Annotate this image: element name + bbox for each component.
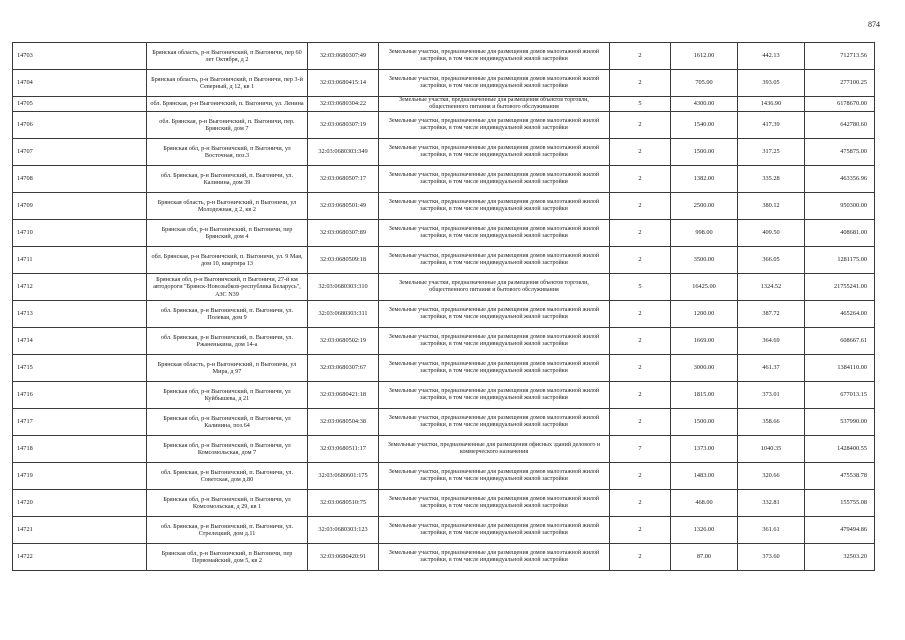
- land-use-purpose-cell: Земельные участки, предназначенные для размещения домов малоэтажной жилой застройки, в том числе индивидуальной жилой застройки: [379, 112, 610, 139]
- address-cell: Брянская обл, р-н Выгоничский, п Выгоничи, пер Первомайский, дом 5, кв 2: [147, 544, 308, 571]
- record-number-cell: 14720: [13, 490, 147, 517]
- specific-value-cell: 373.01: [738, 382, 805, 409]
- table-row: [13, 70, 875, 97]
- land-use-purpose-cell: Земельные участки, предназначенные для размещения домов малоэтажной жилой застройки, в том числе индивидуальной жилой застройки: [379, 43, 610, 70]
- use-group-cell: 2: [610, 544, 671, 571]
- specific-value-cell: 335.28: [738, 166, 805, 193]
- record-number-cell: 14711: [13, 247, 147, 274]
- specific-value-cell: 366.05: [738, 247, 805, 274]
- address-cell: обл. Брянская, р-н Выгоничский, п. Выгоничи, ул. Ленина: [147, 97, 308, 112]
- cadastral-number-cell: 32:03:0680501:49: [308, 193, 379, 220]
- cadastral-value-cell: 1281175.00: [805, 247, 875, 274]
- address-cell: Брянская обл, р-н Выгоничский, п Выгоничи, ул Комсомольская, дом 7: [147, 436, 308, 463]
- cadastral-value-table: [12, 42, 875, 571]
- use-group-cell: 2: [610, 301, 671, 328]
- address-cell: Брянская область, р-н Выгоничский, п Выгоничи, пер 60 лет Октября, д 2: [147, 43, 308, 70]
- table-row: [13, 166, 875, 193]
- land-use-purpose-cell: Земельные участки, предназначенные для размещения объектов торговли, общественного питания и бытового обслуживания: [379, 97, 610, 112]
- cadastral-value-cell: 642780.60: [805, 112, 875, 139]
- use-group-cell: 2: [610, 70, 671, 97]
- cadastral-value-cell: 475875.00: [805, 139, 875, 166]
- table-body: [13, 43, 875, 571]
- record-number-cell: 14718: [13, 436, 147, 463]
- specific-value-cell: 1436.90: [738, 97, 805, 112]
- cadastral-value-cell: 712713.56: [805, 43, 875, 70]
- land-use-purpose-cell: Земельные участки, предназначенные для размещения домов малоэтажной жилой застройки, в том числе индивидуальной жилой застройки: [379, 409, 610, 436]
- address-cell: Брянская обл, р-н Выгоничский, п Выгоничи, ул Куйбышева, д 21: [147, 382, 308, 409]
- area-cell: 4300.00: [671, 97, 738, 112]
- record-number-cell: 14715: [13, 355, 147, 382]
- cadastral-number-cell: 32:03:0680307:19: [308, 112, 379, 139]
- address-cell: обл. Брянская, р-н Выгоничский, п. Выгоничи, ул. Калинина, дом 39: [147, 166, 308, 193]
- area-cell: 705.00: [671, 70, 738, 97]
- area-cell: 468.00: [671, 490, 738, 517]
- address-cell: Брянская область, р-н Выгоничский, п Выгоничи, ул Молодежная, д 2, кв 2: [147, 193, 308, 220]
- address-cell: Брянская обл, р-н Выгоничский, п Выгоничи, ул Калинина, поз.64: [147, 409, 308, 436]
- cadastral-number-cell: 32:03:0680303:311: [308, 301, 379, 328]
- address-cell: обл. Брянская, р-н Выгоничский, п. Выгоничи, ул. 9 Мая, дом 10, квартира 13: [147, 247, 308, 274]
- use-group-cell: 5: [610, 274, 671, 301]
- use-group-cell: 2: [610, 247, 671, 274]
- specific-value-cell: 358.66: [738, 409, 805, 436]
- record-number-cell: 14714: [13, 328, 147, 355]
- cadastral-number-cell: 32:03:0680510:75: [308, 490, 379, 517]
- area-cell: 1815.00: [671, 382, 738, 409]
- cadastral-value-cell: 465264.00: [805, 301, 875, 328]
- land-use-purpose-cell: Земельные участки, предназначенные для размещения офисных зданий делового и коммерческого назначения: [379, 436, 610, 463]
- area-cell: 1326.00: [671, 517, 738, 544]
- land-use-purpose-cell: Земельные участки, предназначенные для размещения домов малоэтажной жилой застройки, в том числе индивидуальной жилой застройки: [379, 490, 610, 517]
- record-number-cell: 14708: [13, 166, 147, 193]
- cadastral-value-cell: 950300.00: [805, 193, 875, 220]
- record-number-cell: 14712: [13, 274, 147, 301]
- land-use-purpose-cell: Земельные участки, предназначенные для размещения домов малоэтажной жилой застройки, в том числе индивидуальной жилой застройки: [379, 301, 610, 328]
- address-cell: обл. Брянская, р-н Выгоничский, п. Выгоничи, ул. Полевая, дом 9: [147, 301, 308, 328]
- specific-value-cell: 1324.52: [738, 274, 805, 301]
- cadastral-value-cell: 1384110.00: [805, 355, 875, 382]
- record-number-cell: 14707: [13, 139, 147, 166]
- land-use-purpose-cell: Земельные участки, предназначенные для размещения домов малоэтажной жилой застройки, в том числе индивидуальной жилой застройки: [379, 220, 610, 247]
- table-row: [13, 436, 875, 463]
- table-row: [13, 97, 875, 112]
- use-group-cell: 2: [610, 166, 671, 193]
- address-cell: Брянская обл, р-н Выгоничский, п Выгоничи, пер Брянский, дом 4: [147, 220, 308, 247]
- use-group-cell: 2: [610, 139, 671, 166]
- specific-value-cell: 409.50: [738, 220, 805, 247]
- table-row: [13, 490, 875, 517]
- record-number-cell: 14710: [13, 220, 147, 247]
- table-row: [13, 355, 875, 382]
- area-cell: 1669.00: [671, 328, 738, 355]
- cadastral-number-cell: 32:03:0680504:38: [308, 409, 379, 436]
- cadastral-number-cell: 32:03:0680303:310: [308, 274, 379, 301]
- table-row: [13, 301, 875, 328]
- table-row: [13, 463, 875, 490]
- specific-value-cell: 320.66: [738, 463, 805, 490]
- record-number-cell: 14717: [13, 409, 147, 436]
- record-number-cell: 14709: [13, 193, 147, 220]
- cadastral-number-cell: 32:03:0680307:89: [308, 220, 379, 247]
- record-number-cell: 14722: [13, 544, 147, 571]
- cadastral-value-cell: 32503.20: [805, 544, 875, 571]
- cadastral-number-cell: 32:03:0680304:22: [308, 97, 379, 112]
- cadastral-number-cell: 32:03:0680509:18: [308, 247, 379, 274]
- area-cell: 1500.00: [671, 409, 738, 436]
- area-cell: 3000.00: [671, 355, 738, 382]
- land-use-purpose-cell: Земельные участки, предназначенные для размещения домов малоэтажной жилой застройки, в том числе индивидуальной жилой застройки: [379, 328, 610, 355]
- cadastral-value-cell: 155755.08: [805, 490, 875, 517]
- cadastral-number-cell: 32:03:0680420:91: [308, 544, 379, 571]
- use-group-cell: 2: [610, 409, 671, 436]
- land-use-purpose-cell: Земельные участки, предназначенные для размещения домов малоэтажной жилой застройки, в том числе индивидуальной жилой застройки: [379, 517, 610, 544]
- cadastral-value-cell: 1428400.55: [805, 436, 875, 463]
- use-group-cell: 2: [610, 490, 671, 517]
- address-cell: Брянская обл, р-н Выгоничский, п Выгоничи, 27-й км автодороги "Брянск-Новозыбков-республика Беларусь", АЗС N39: [147, 274, 308, 301]
- address-cell: обл. Брянская, р-н Выгоничский, п. Выгоничи, ул. Стрелецкий, дом д.11: [147, 517, 308, 544]
- land-use-purpose-cell: Земельные участки, предназначенные для размещения домов малоэтажной жилой застройки, в том числе индивидуальной жилой застройки: [379, 544, 610, 571]
- cadastral-number-cell: 32:03:0680601:175: [308, 463, 379, 490]
- land-use-purpose-cell: Земельные участки, предназначенные для размещения домов малоэтажной жилой застройки, в том числе индивидуальной жилой застройки: [379, 382, 610, 409]
- land-use-purpose-cell: Земельные участки, предназначенные для размещения домов малоэтажной жилой застройки, в том числе индивидуальной жилой застройки: [379, 193, 610, 220]
- area-cell: 1483.00: [671, 463, 738, 490]
- cadastral-value-cell: 479494.86: [805, 517, 875, 544]
- land-use-purpose-cell: Земельные участки, предназначенные для размещения домов малоэтажной жилой застройки, в том числе индивидуальной жилой застройки: [379, 139, 610, 166]
- cadastral-number-cell: 32:03:0680511:17: [308, 436, 379, 463]
- record-number-cell: 14706: [13, 112, 147, 139]
- table-row: [13, 382, 875, 409]
- use-group-cell: 2: [610, 517, 671, 544]
- area-cell: 1200.00: [671, 301, 738, 328]
- specific-value-cell: 387.72: [738, 301, 805, 328]
- cadastral-value-cell: 277100.25: [805, 70, 875, 97]
- page-number: 874: [868, 20, 880, 29]
- table-row: [13, 193, 875, 220]
- cadastral-number-cell: 32:03:0680507:17: [308, 166, 379, 193]
- specific-value-cell: 364.69: [738, 328, 805, 355]
- cadastral-value-cell: 463356.96: [805, 166, 875, 193]
- specific-value-cell: 461.37: [738, 355, 805, 382]
- specific-value-cell: 332.81: [738, 490, 805, 517]
- table-row: [13, 247, 875, 274]
- use-group-cell: 2: [610, 382, 671, 409]
- cadastral-value-cell: 21755241.00: [805, 274, 875, 301]
- specific-value-cell: 1040.35: [738, 436, 805, 463]
- cadastral-number-cell: 32:03:0680303:123: [308, 517, 379, 544]
- land-use-purpose-cell: Земельные участки, предназначенные для размещения домов малоэтажной жилой застройки, в том числе индивидуальной жилой застройки: [379, 247, 610, 274]
- address-cell: Брянская область, р-н Выгоничский, п Выгоничи, ул Мира, д 97: [147, 355, 308, 382]
- specific-value-cell: 442.13: [738, 43, 805, 70]
- use-group-cell: 2: [610, 463, 671, 490]
- land-use-purpose-cell: Земельные участки, предназначенные для размещения домов малоэтажной жилой застройки, в том числе индивидуальной жилой застройки: [379, 70, 610, 97]
- table-row: [13, 43, 875, 70]
- area-cell: 2500.00: [671, 193, 738, 220]
- specific-value-cell: 361.61: [738, 517, 805, 544]
- use-group-cell: 7: [610, 436, 671, 463]
- table-row: [13, 544, 875, 571]
- record-number-cell: 14721: [13, 517, 147, 544]
- use-group-cell: 2: [610, 112, 671, 139]
- cadastral-number-cell: 32:03:0680415:14: [308, 70, 379, 97]
- area-cell: 1612.00: [671, 43, 738, 70]
- address-cell: Брянская обл, р-н Выгоничский, п Выгоничи, ул Восточная, поз.3: [147, 139, 308, 166]
- land-use-purpose-cell: Земельные участки, предназначенные для размещения домов малоэтажной жилой застройки, в том числе индивидуальной жилой застройки: [379, 355, 610, 382]
- area-cell: 87.00: [671, 544, 738, 571]
- specific-value-cell: 393.05: [738, 70, 805, 97]
- address-cell: Брянская обл, р-н Выгоничский, п Выгоничи, ул Комсомольская, д 29, кв 1: [147, 490, 308, 517]
- table-row: [13, 409, 875, 436]
- specific-value-cell: 380.12: [738, 193, 805, 220]
- record-number-cell: 14719: [13, 463, 147, 490]
- table-row: [13, 220, 875, 247]
- address-cell: обл. Брянская, р-н Выгоничский, п. Выгоничи, ул. Ржаненькина, дом 14-а: [147, 328, 308, 355]
- cadastral-number-cell: 32:03:0680303:349: [308, 139, 379, 166]
- land-use-purpose-cell: Земельные участки, предназначенные для размещения домов малоэтажной жилой застройки, в том числе индивидуальной жилой застройки: [379, 166, 610, 193]
- area-cell: 16425.00: [671, 274, 738, 301]
- cadastral-value-cell: 677013.15: [805, 382, 875, 409]
- address-cell: обл. Брянская, р-н Выгоничский, п. Выгоничи, ул. Советская, дом д.80: [147, 463, 308, 490]
- use-group-cell: 2: [610, 220, 671, 247]
- area-cell: 1373.00: [671, 436, 738, 463]
- record-number-cell: 14703: [13, 43, 147, 70]
- area-cell: 1500.00: [671, 139, 738, 166]
- use-group-cell: 2: [610, 43, 671, 70]
- use-group-cell: 2: [610, 355, 671, 382]
- cadastral-number-cell: 32:03:0680502:19: [308, 328, 379, 355]
- use-group-cell: 2: [610, 193, 671, 220]
- area-cell: 998.00: [671, 220, 738, 247]
- cadastral-value-cell: 537990.00: [805, 409, 875, 436]
- cadastral-value-cell: 408681.00: [805, 220, 875, 247]
- specific-value-cell: 417.39: [738, 112, 805, 139]
- area-cell: 1540.00: [671, 112, 738, 139]
- cadastral-value-cell: 608667.61: [805, 328, 875, 355]
- use-group-cell: 2: [610, 328, 671, 355]
- record-number-cell: 14704: [13, 70, 147, 97]
- cadastral-number-cell: 32:03:0680307:67: [308, 355, 379, 382]
- cadastral-number-cell: 32:03:0680421:18: [308, 382, 379, 409]
- area-cell: 1382.00: [671, 166, 738, 193]
- cadastral-number-cell: 32:03:0680307:49: [308, 43, 379, 70]
- record-number-cell: 14705: [13, 97, 147, 112]
- area-cell: 3500.00: [671, 247, 738, 274]
- table-row: [13, 139, 875, 166]
- address-cell: Брянская область, р-н Выгоничский, п Выгоничи, пер 3-й Северный, д 12, кв 1: [147, 70, 308, 97]
- table-row: [13, 274, 875, 301]
- record-number-cell: 14716: [13, 382, 147, 409]
- cadastral-value-cell: 475538.78: [805, 463, 875, 490]
- table-row: [13, 517, 875, 544]
- specific-value-cell: 317.25: [738, 139, 805, 166]
- land-use-purpose-cell: Земельные участки, предназначенные для размещения домов малоэтажной жилой застройки, в том числе индивидуальной жилой застройки: [379, 463, 610, 490]
- cadastral-value-cell: 6178670.00: [805, 97, 875, 112]
- use-group-cell: 5: [610, 97, 671, 112]
- land-use-purpose-cell: Земельные участки, предназначенные для размещения объектов торговли, общественного питания и бытового обслуживания: [379, 274, 610, 301]
- table-row: [13, 328, 875, 355]
- address-cell: обл. Брянская, р-н Выгоничский, п. Выгоничи, пер. Брянский, дом 7: [147, 112, 308, 139]
- table-row: [13, 112, 875, 139]
- record-number-cell: 14713: [13, 301, 147, 328]
- specific-value-cell: 373.60: [738, 544, 805, 571]
